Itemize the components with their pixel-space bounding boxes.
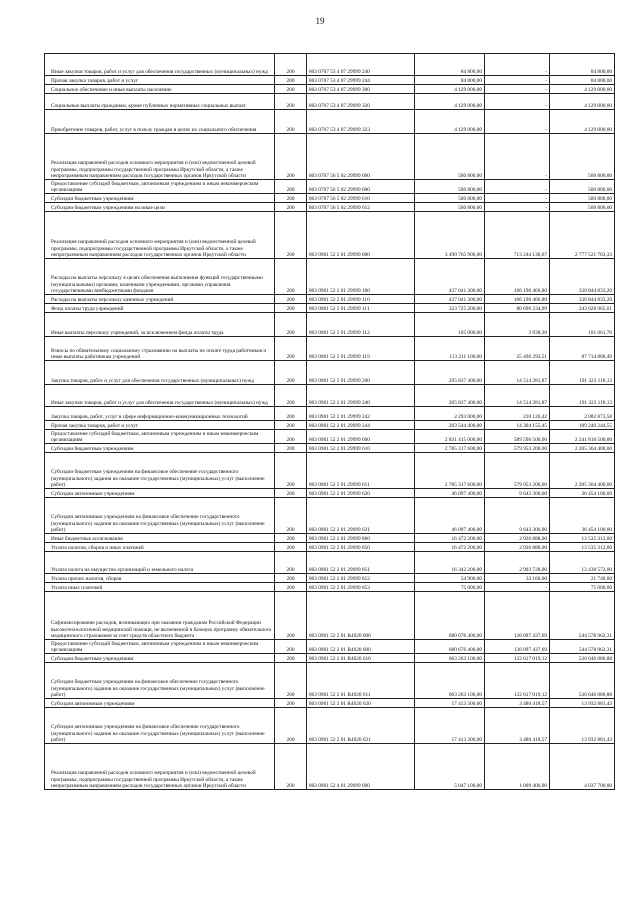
row-name-cell: Иные закупки товаров, работ и услуг для обеспечения государственных (муниципальных) нужд — [45, 54, 275, 76]
row-executed-amount-cell: 713 244 136,67 — [485, 212, 550, 259]
row-executed-amount-cell: - — [485, 583, 550, 592]
row-name-cell: Субсидии бюджетным учреждениям — [45, 194, 275, 203]
row-code-cell: 200 — [275, 361, 307, 385]
row-budget-code-cell: 803 0707 53 4 07 29999 244 — [307, 76, 415, 85]
row-executed-amount-cell: 80 696 234,99 — [485, 304, 550, 313]
row-approved-amount-cell: 46 097 400,00 — [415, 489, 485, 498]
row-name-cell: Субсидии бюджетным учреждениям на иные цели — [45, 203, 275, 212]
table-row — [45, 110, 615, 134]
row-budget-code-cell: 803 0901 52 2 01 29999 244 — [307, 421, 415, 430]
table-row — [45, 421, 615, 430]
row-remaining-amount-cell: 544 578 962,31 — [550, 640, 615, 654]
row-budget-code-cell: 803 0901 52 2 01 29999 600 — [307, 430, 415, 444]
row-code-cell: 200 — [275, 583, 307, 592]
row-approved-amount-cell: 205 837 400,00 — [415, 385, 485, 407]
row-approved-amount-cell: 16 472 200,00 — [415, 534, 485, 543]
row-approved-amount-cell: 323 725 200,00 — [415, 304, 485, 313]
row-code-cell: 200 — [275, 203, 307, 212]
table-row — [45, 444, 615, 453]
row-name-cell: Софинансирование расходов, возникающих при оказании гражданам Российской Федерации высокотехнологичной медицинской помощи, не включенной в базовую программу обязательного медицинского страхования за счет средств областного бюджета — [45, 592, 275, 640]
row-budget-code-cell: 803 0707 53 4 07 29999 300 — [307, 85, 415, 94]
row-code-cell: 200 — [275, 592, 307, 640]
row-budget-code-cell: 803 0901 52 2 01 29999 242 — [307, 407, 415, 421]
row-executed-amount-cell: - — [485, 110, 550, 134]
row-code-cell: 200 — [275, 663, 307, 699]
row-executed-amount-cell: - — [485, 203, 550, 212]
row-code-cell: 200 — [275, 430, 307, 444]
table-row — [45, 295, 615, 304]
row-code-cell: 200 — [275, 708, 307, 744]
row-remaining-amount-cell: 84 800,00 — [550, 54, 615, 76]
table-row — [45, 543, 615, 552]
row-code-cell: 200 — [275, 407, 307, 421]
table-row — [45, 708, 615, 744]
row-budget-code-cell: 803 0901 52 2 01 29999 100 — [307, 259, 415, 295]
table-row — [45, 592, 615, 640]
row-remaining-amount-cell: 21 740,00 — [550, 574, 615, 583]
row-executed-amount-cell: 136 097 437,69 — [485, 592, 550, 640]
row-code-cell: 200 — [275, 421, 307, 430]
row-name-cell: Предоставление субсидий бюджетным, автономным учреждениям и иным некоммерческим организациям — [45, 640, 275, 654]
row-budget-code-cell: 803 0901 52 2 01 29999 610 — [307, 444, 415, 453]
row-budget-code-cell: 803 0901 52 2 01 R4020 620 — [307, 699, 415, 708]
row-remaining-amount-cell: 13 932 881,43 — [550, 708, 615, 744]
row-budget-code-cell: 803 0901 52 2 01 29999 851 — [307, 552, 415, 574]
row-remaining-amount-cell: 13 438 572,00 — [550, 552, 615, 574]
row-name-cell: Социальное обеспечение и иные выплаты населению — [45, 85, 275, 94]
row-budget-code-cell: 803 0901 52 2 01 29999 853 — [307, 583, 415, 592]
row-name-cell: Субсидии автономным учреждениям — [45, 489, 275, 498]
table-row — [45, 744, 615, 790]
row-approved-amount-cell: 46 097 400,00 — [415, 498, 485, 534]
row-budget-code-cell: 803 0707 56 5 02 29999 610 — [307, 194, 415, 203]
row-remaining-amount-cell: 191 323 118,13 — [550, 361, 615, 385]
row-executed-amount-cell: 2 903 728,00 — [485, 552, 550, 574]
row-name-cell: Приобретение товаров, работ, услуг в пользу граждан в целях их социального обеспечения — [45, 110, 275, 134]
row-remaining-amount-cell: 2 205 364 400,00 — [550, 444, 615, 453]
row-budget-code-cell: 803 0901 52 2 01 29999 000 — [307, 212, 415, 259]
row-executed-amount-cell: 3 480 418,57 — [485, 699, 550, 708]
row-name-cell: Субсидии бюджетным учреждениям — [45, 654, 275, 663]
row-name-cell: Расходы на выплаты персоналу в целях обеспечения выполнения функций государственными (муниципальными) органами, казенными учреждениями, органами управления государственными внебюджетными фондами — [45, 259, 275, 295]
row-budget-code-cell: 803 0901 52 2 01 29999 800 — [307, 534, 415, 543]
row-code-cell: 200 — [275, 85, 307, 94]
row-remaining-amount-cell: 243 028 965,01 — [550, 304, 615, 313]
row-name-cell: Субсидии бюджетным учреждениям на финансовое обеспечение государственного (муниципального) задания на оказание государственных (муниципальных) услуг (выполнение работ) — [45, 663, 275, 699]
row-code-cell: 200 — [275, 180, 307, 194]
row-budget-code-cell: 803 0707 56 5 02 29999 600 — [307, 180, 415, 194]
row-code-cell: 200 — [275, 444, 307, 453]
row-executed-amount-cell: 106 196 466,80 — [485, 259, 550, 295]
row-approved-amount-cell: 2 831 415 000,00 — [415, 430, 485, 444]
row-budget-code-cell: 803 0901 52 2 01 29999 112 — [307, 313, 415, 337]
row-budget-code-cell: 803 0901 52 2 01 29999 621 — [307, 498, 415, 534]
page-number: 19 — [315, 16, 325, 26]
row-name-cell: Субсидии автономным учреждениям на финансовое обеспечение государственного (муниципального) задания на оказание государственных (муниципальных) услуг (выполнение работ) — [45, 498, 275, 534]
table-row — [45, 583, 615, 592]
row-executed-amount-cell: 2 936 888,00 — [485, 543, 550, 552]
row-budget-code-cell: 803 0901 52 2 01 29999 111 — [307, 304, 415, 313]
row-executed-amount-cell: 14 304 155,45 — [485, 421, 550, 430]
row-budget-code-cell: 803 0707 53 4 07 29999 323 — [307, 110, 415, 134]
row-approved-amount-cell: 4 129 000,00 — [415, 110, 485, 134]
row-name-cell: Реализация направлений расходов основного мероприятия и (или) ведомственной целевой программы, подпрограммы государственной программы Иркутской области, а также непрограммным направлениям расходов государственных органов Иркутской области — [45, 744, 275, 790]
row-executed-amount-cell: 1 009 400,00 — [485, 744, 550, 790]
table-row — [45, 337, 615, 361]
row-executed-amount-cell: 25 496 293,51 — [485, 337, 550, 361]
row-budget-code-cell: 803 0707 53 4 07 29999 320 — [307, 94, 415, 110]
row-remaining-amount-cell: 2 241 818 500,00 — [550, 430, 615, 444]
row-code-cell: 200 — [275, 498, 307, 534]
row-executed-amount-cell: 9 643 300,00 — [485, 498, 550, 534]
row-remaining-amount-cell: 544 578 962,31 — [550, 592, 615, 640]
row-name-cell: Реализация направлений расходов основного мероприятия и (или) ведомственной целевой программы, подпрограммы государственной программы Иркутской области, а также непрограммным направлениям расходов государственных органов Иркутской области — [45, 134, 275, 180]
row-executed-amount-cell: 3 480 418,57 — [485, 708, 550, 744]
row-code-cell: 200 — [275, 534, 307, 543]
row-remaining-amount-cell: 36 454 100,00 — [550, 498, 615, 534]
row-approved-amount-cell: 5 047 100,00 — [415, 744, 485, 790]
row-remaining-amount-cell: 2 777 521 763,33 — [550, 212, 615, 259]
row-approved-amount-cell: 2 785 317 600,00 — [415, 453, 485, 489]
row-code-cell: 200 — [275, 744, 307, 790]
row-approved-amount-cell: 84 800,00 — [415, 54, 485, 76]
row-remaining-amount-cell: 4 129 000,00 — [550, 94, 615, 110]
table-row — [45, 313, 615, 337]
row-remaining-amount-cell: 500 800,00 — [550, 203, 615, 212]
row-code-cell: 200 — [275, 259, 307, 295]
row-code-cell: 200 — [275, 54, 307, 76]
row-approved-amount-cell: 663 263 100,00 — [415, 654, 485, 663]
row-budget-code-cell: 803 0707 56 5 02 29999 612 — [307, 203, 415, 212]
row-code-cell: 200 — [275, 552, 307, 574]
table-row — [45, 654, 615, 663]
table-row — [45, 180, 615, 194]
row-budget-code-cell: 803 0901 52 2 01 29999 611 — [307, 453, 415, 489]
row-approved-amount-cell: 500 800,00 — [415, 194, 485, 203]
row-remaining-amount-cell: 189 240 244,55 — [550, 421, 615, 430]
row-name-cell: Уплата прочих налогов, сборов — [45, 574, 275, 583]
row-budget-code-cell: 803 0901 52 2 01 R4020 621 — [307, 708, 415, 744]
table-row — [45, 552, 615, 574]
row-name-cell: Социальные выплаты гражданам, кроме публичных нормативных социальных выплат — [45, 94, 275, 110]
table-row — [45, 385, 615, 407]
row-budget-code-cell: 803 0901 52 2 01 R4020 610 — [307, 654, 415, 663]
row-name-cell: Субсидии бюджетным учреждениям на финансовое обеспечение государственного (муниципального) задания на оказание государственных (муниципальных) услуг (выполнение работ) — [45, 453, 275, 489]
row-code-cell: 200 — [275, 194, 307, 203]
row-approved-amount-cell: 437 041 300,00 — [415, 295, 485, 304]
row-executed-amount-cell: 14 514 281,87 — [485, 385, 550, 407]
row-executed-amount-cell: - — [485, 180, 550, 194]
row-executed-amount-cell: - — [485, 76, 550, 85]
table-row — [45, 430, 615, 444]
row-remaining-amount-cell: 75 000,00 — [550, 583, 615, 592]
row-code-cell: 200 — [275, 574, 307, 583]
table-row — [45, 407, 615, 421]
table-row — [45, 94, 615, 110]
row-code-cell: 200 — [275, 489, 307, 498]
row-budget-code-cell: 803 0707 56 5 02 29999 000 — [307, 134, 415, 180]
row-executed-amount-cell: 210 126,42 — [485, 407, 550, 421]
row-code-cell: 200 — [275, 76, 307, 85]
row-remaining-amount-cell: 13 535 312,00 — [550, 543, 615, 552]
row-code-cell: 200 — [275, 313, 307, 337]
row-approved-amount-cell: 500 800,00 — [415, 203, 485, 212]
row-budget-code-cell: 803 0901 52 2 01 29999 852 — [307, 574, 415, 583]
row-remaining-amount-cell: 13 535 312,00 — [550, 534, 615, 543]
row-name-cell: Прочая закупка товаров, работ и услуг — [45, 421, 275, 430]
row-name-cell: Прочая закупка товаров, работ и услуг — [45, 76, 275, 85]
table-row — [45, 489, 615, 498]
budget-execution-table — [44, 53, 615, 790]
row-remaining-amount-cell: 330 844 833,20 — [550, 295, 615, 304]
row-budget-code-cell: 803 0901 52 2 01 29999 620 — [307, 489, 415, 498]
row-executed-amount-cell: - — [485, 54, 550, 76]
table-row — [45, 453, 615, 489]
row-code-cell: 200 — [275, 304, 307, 313]
row-budget-code-cell: 803 0901 52 4 01 29999 000 — [307, 744, 415, 790]
row-executed-amount-cell: - — [485, 85, 550, 94]
row-remaining-amount-cell: 191 323 118,13 — [550, 385, 615, 407]
row-approved-amount-cell: 680 676 400,00 — [415, 640, 485, 654]
row-approved-amount-cell: 2 293 000,00 — [415, 407, 485, 421]
row-approved-amount-cell: 437 041 300,00 — [415, 259, 485, 295]
row-approved-amount-cell: 16 342 200,00 — [415, 552, 485, 574]
row-code-cell: 200 — [275, 640, 307, 654]
row-remaining-amount-cell: 84 800,00 — [550, 76, 615, 85]
table-row — [45, 194, 615, 203]
row-budget-code-cell: 803 0901 52 2 01 R4020 600 — [307, 640, 415, 654]
row-remaining-amount-cell: 2 082 873,58 — [550, 407, 615, 421]
table-row — [45, 361, 615, 385]
row-remaining-amount-cell: 500 800,00 — [550, 134, 615, 180]
row-name-cell: Закупка товаров, работ, услуг в сфере информационно-коммуникационных технологий — [45, 407, 275, 421]
row-name-cell: Уплата налогов, сборов и иных платежей — [45, 543, 275, 552]
row-name-cell: Расходы на выплаты персоналу казенных учреждений — [45, 295, 275, 304]
row-approved-amount-cell: 54 900,00 — [415, 574, 485, 583]
row-remaining-amount-cell: 4 129 000,00 — [550, 85, 615, 94]
row-budget-code-cell: 803 0901 52 2 01 29999 850 — [307, 543, 415, 552]
row-budget-code-cell: 803 0901 52 2 01 R4020 000 — [307, 592, 415, 640]
row-remaining-amount-cell: 330 844 833,20 — [550, 259, 615, 295]
row-approved-amount-cell: 75 000,00 — [415, 583, 485, 592]
row-executed-amount-cell: 14 514 281,87 — [485, 361, 550, 385]
row-approved-amount-cell: 4 129 000,00 — [415, 94, 485, 110]
row-executed-amount-cell: 579 953 200,00 — [485, 453, 550, 489]
row-approved-amount-cell: 205 837 400,00 — [415, 361, 485, 385]
table-row — [45, 259, 615, 295]
row-code-cell: 200 — [275, 134, 307, 180]
row-approved-amount-cell: 17 413 300,00 — [415, 699, 485, 708]
row-code-cell: 200 — [275, 453, 307, 489]
table-row — [45, 699, 615, 708]
row-remaining-amount-cell: 13 932 881,43 — [550, 699, 615, 708]
row-name-cell: Иные закупки товаров, работ и услуг для обеспечения государственных (муниципальных) нужд — [45, 385, 275, 407]
row-budget-code-cell: 803 0901 52 2 01 29999 200 — [307, 361, 415, 385]
table-row — [45, 498, 615, 534]
row-code-cell: 200 — [275, 337, 307, 361]
row-name-cell: Предоставление субсидий бюджетным, автономным учреждениям и иным некоммерческим организациям — [45, 430, 275, 444]
row-approved-amount-cell: 680 676 400,00 — [415, 592, 485, 640]
row-name-cell: Предоставление субсидий бюджетным, автономным учреждениям и иным некоммерческим организациям — [45, 180, 275, 194]
row-executed-amount-cell: - — [485, 194, 550, 203]
row-name-cell: Иные выплаты персоналу учреждений, за исключением фонда оплаты труда — [45, 313, 275, 337]
row-budget-code-cell: 803 0901 52 2 01 29999 240 — [307, 385, 415, 407]
row-code-cell: 200 — [275, 385, 307, 407]
row-remaining-amount-cell: 500 800,00 — [550, 194, 615, 203]
row-executed-amount-cell: 589 596 500,00 — [485, 430, 550, 444]
row-name-cell: Иные бюджетные ассигнования — [45, 534, 275, 543]
row-remaining-amount-cell: 530 646 080,88 — [550, 654, 615, 663]
row-name-cell: Субсидии автономным учреждениям — [45, 699, 275, 708]
row-budget-code-cell: 803 0707 53 4 07 29999 240 — [307, 54, 415, 76]
row-executed-amount-cell: 136 097 437,69 — [485, 640, 550, 654]
row-executed-amount-cell: 2 936 888,00 — [485, 534, 550, 543]
row-executed-amount-cell: - — [485, 134, 550, 180]
row-executed-amount-cell: 9 643 300,00 — [485, 489, 550, 498]
row-name-cell: Взносы по обязательному социальному страхованию на выплаты по оплате труда работников и иные выплаты работникам учреждений — [45, 337, 275, 361]
table-row — [45, 640, 615, 654]
row-remaining-amount-cell: 4 129 000,00 — [550, 110, 615, 134]
row-code-cell: 200 — [275, 94, 307, 110]
row-approved-amount-cell: 84 800,00 — [415, 76, 485, 85]
table-row — [45, 574, 615, 583]
row-approved-amount-cell: 3 490 765 900,00 — [415, 212, 485, 259]
row-approved-amount-cell: 105 000,00 — [415, 313, 485, 337]
table-row — [45, 212, 615, 259]
row-name-cell: Субсидии автономным учреждениям на финансовое обеспечение государственного (муниципального) задания на оказание государственных (муниципальных) услуг (выполнение работ) — [45, 708, 275, 744]
table-row — [45, 85, 615, 94]
table-row — [45, 76, 615, 85]
row-approved-amount-cell: 203 544 400,00 — [415, 421, 485, 430]
row-executed-amount-cell: 33 160,00 — [485, 574, 550, 583]
row-remaining-amount-cell: 87 714 806,49 — [550, 337, 615, 361]
row-approved-amount-cell: 663 263 100,00 — [415, 663, 485, 699]
row-remaining-amount-cell: 4 037 700,00 — [550, 744, 615, 790]
row-remaining-amount-cell: 500 800,00 — [550, 180, 615, 194]
row-approved-amount-cell: 2 785 317 600,00 — [415, 444, 485, 453]
row-approved-amount-cell: 500 800,00 — [415, 180, 485, 194]
row-budget-code-cell: 803 0901 52 2 01 29999 119 — [307, 337, 415, 361]
row-executed-amount-cell: 579 953 200,00 — [485, 444, 550, 453]
table-row — [45, 134, 615, 180]
row-code-cell: 200 — [275, 110, 307, 134]
row-code-cell: 200 — [275, 212, 307, 259]
row-executed-amount-cell: 132 617 019,12 — [485, 663, 550, 699]
row-executed-amount-cell: 3 938,30 — [485, 313, 550, 337]
row-name-cell: Уплата налога на имущество организаций и земельного налога — [45, 552, 275, 574]
row-code-cell: 200 — [275, 295, 307, 304]
row-budget-code-cell: 803 0901 52 2 01 R4020 611 — [307, 663, 415, 699]
row-code-cell: 200 — [275, 654, 307, 663]
table-row — [45, 54, 615, 76]
row-budget-code-cell: 803 0901 52 2 01 29999 110 — [307, 295, 415, 304]
row-remaining-amount-cell: 36 454 100,00 — [550, 489, 615, 498]
row-name-cell: Фонд оплаты труда учреждений — [45, 304, 275, 313]
table-row — [45, 203, 615, 212]
row-executed-amount-cell: 106 196 466,80 — [485, 295, 550, 304]
row-executed-amount-cell: - — [485, 94, 550, 110]
row-name-cell: Закупка товаров, работ и услуг для обеспечения государственных (муниципальных) нужд — [45, 361, 275, 385]
row-code-cell: 200 — [275, 699, 307, 708]
row-approved-amount-cell: 500 800,00 — [415, 134, 485, 180]
row-executed-amount-cell: 132 617 019,12 — [485, 654, 550, 663]
row-remaining-amount-cell: 530 646 080,88 — [550, 663, 615, 699]
row-remaining-amount-cell: 2 205 364 400,00 — [550, 453, 615, 489]
table-row — [45, 534, 615, 543]
table-row — [45, 663, 615, 699]
row-approved-amount-cell: 113 211 100,00 — [415, 337, 485, 361]
row-remaining-amount-cell: 101 061,70 — [550, 313, 615, 337]
row-name-cell: Субсидии бюджетным учреждениям — [45, 444, 275, 453]
row-approved-amount-cell: 16 472 200,00 — [415, 543, 485, 552]
row-approved-amount-cell: 4 129 000,00 — [415, 85, 485, 94]
row-code-cell: 200 — [275, 543, 307, 552]
table-row — [45, 304, 615, 313]
row-approved-amount-cell: 17 413 300,00 — [415, 708, 485, 744]
row-name-cell: Уплата иных платежей — [45, 583, 275, 592]
row-name-cell: Реализация направлений расходов основного мероприятия и (или) ведомственной целевой программы, подпрограммы государственной программы Иркутской области, а также непрограммным направлениям расходов государственных органов Иркутской области — [45, 212, 275, 259]
